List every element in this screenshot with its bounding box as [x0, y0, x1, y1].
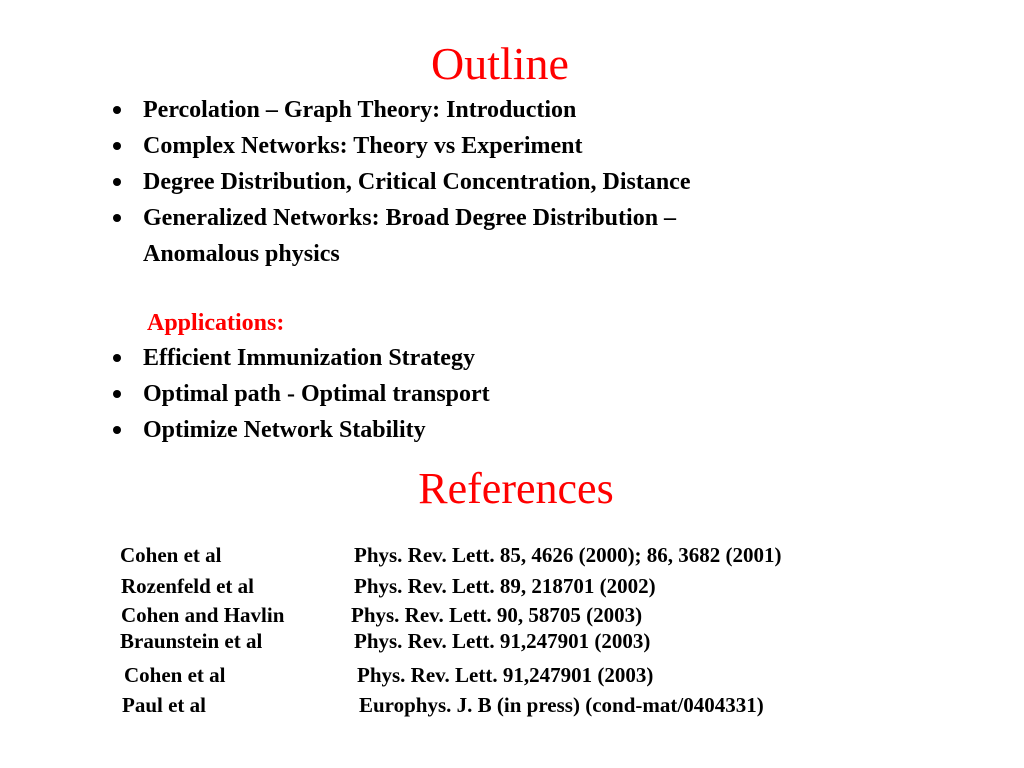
- reference-row: [0, 692, 1024, 718]
- outline-item-text: Complex Networks: Theory vs Experiment: [143, 133, 583, 159]
- outline-item-text: Percolation – Graph Theory: Introduction: [143, 97, 577, 123]
- reference-row: [0, 662, 1024, 688]
- reference-author: Rozenfeld et al: [121, 574, 254, 598]
- reference-citation: Europhys. J. B (in press) (cond-mat/0404331): [359, 693, 764, 717]
- outline-item-1: [112, 92, 690, 128]
- applications-label: Applications:: [147, 310, 285, 336]
- outline-item-text: Generalized Networks: Broad Degree Distribution –: [143, 205, 677, 231]
- outline-item-text-continued: Anomalous physics: [143, 241, 340, 267]
- bullet-icon: [113, 390, 121, 398]
- applications-item-text: Optimize Network Stability: [143, 417, 426, 443]
- reference-row: [0, 628, 1024, 654]
- reference-citation: Phys. Rev. Lett. 89, 218701 (2002): [354, 574, 656, 598]
- reference-author: Cohen et al: [124, 663, 226, 687]
- reference-citation: Phys. Rev. Lett. 91,247901 (2003): [354, 629, 651, 653]
- outline-item-2: [112, 128, 690, 164]
- bullet-icon: [113, 178, 121, 186]
- applications-item-3: [112, 412, 490, 448]
- reference-author: Cohen et al: [120, 543, 222, 567]
- outline-item-3: [112, 164, 690, 200]
- applications-item-2: [112, 376, 490, 412]
- reference-citation: Phys. Rev. Lett. 91,247901 (2003): [357, 663, 654, 687]
- bullet-icon: [113, 106, 121, 114]
- reference-citation: Phys. Rev. Lett. 90, 58705 (2003): [351, 603, 643, 627]
- reference-author: Cohen and Havlin: [121, 603, 285, 627]
- bullet-icon: [113, 142, 121, 150]
- outline-title: Outline: [431, 38, 569, 89]
- reference-citation: Phys. Rev. Lett. 85, 4626 (2000); 86, 3682 (2001): [354, 543, 782, 567]
- reference-row: [0, 573, 1024, 599]
- reference-row: [0, 542, 1024, 568]
- applications-item-1: [112, 340, 490, 376]
- reference-row: [0, 602, 1024, 628]
- outline-item-text: Degree Distribution, Critical Concentration, Distance: [143, 169, 691, 195]
- outline-list: [112, 92, 690, 272]
- references-title: References: [418, 464, 614, 513]
- reference-author: Paul et al: [122, 693, 206, 717]
- applications-list: [112, 340, 490, 448]
- applications-item-text: Efficient Immunization Strategy: [143, 345, 475, 371]
- bullet-icon: [113, 426, 121, 434]
- reference-author: Braunstein et al: [120, 629, 263, 653]
- bullet-icon: [113, 214, 121, 222]
- bullet-icon: [113, 354, 121, 362]
- applications-item-text: Optimal path - Optimal transport: [143, 381, 490, 407]
- outline-item-4: [112, 200, 690, 272]
